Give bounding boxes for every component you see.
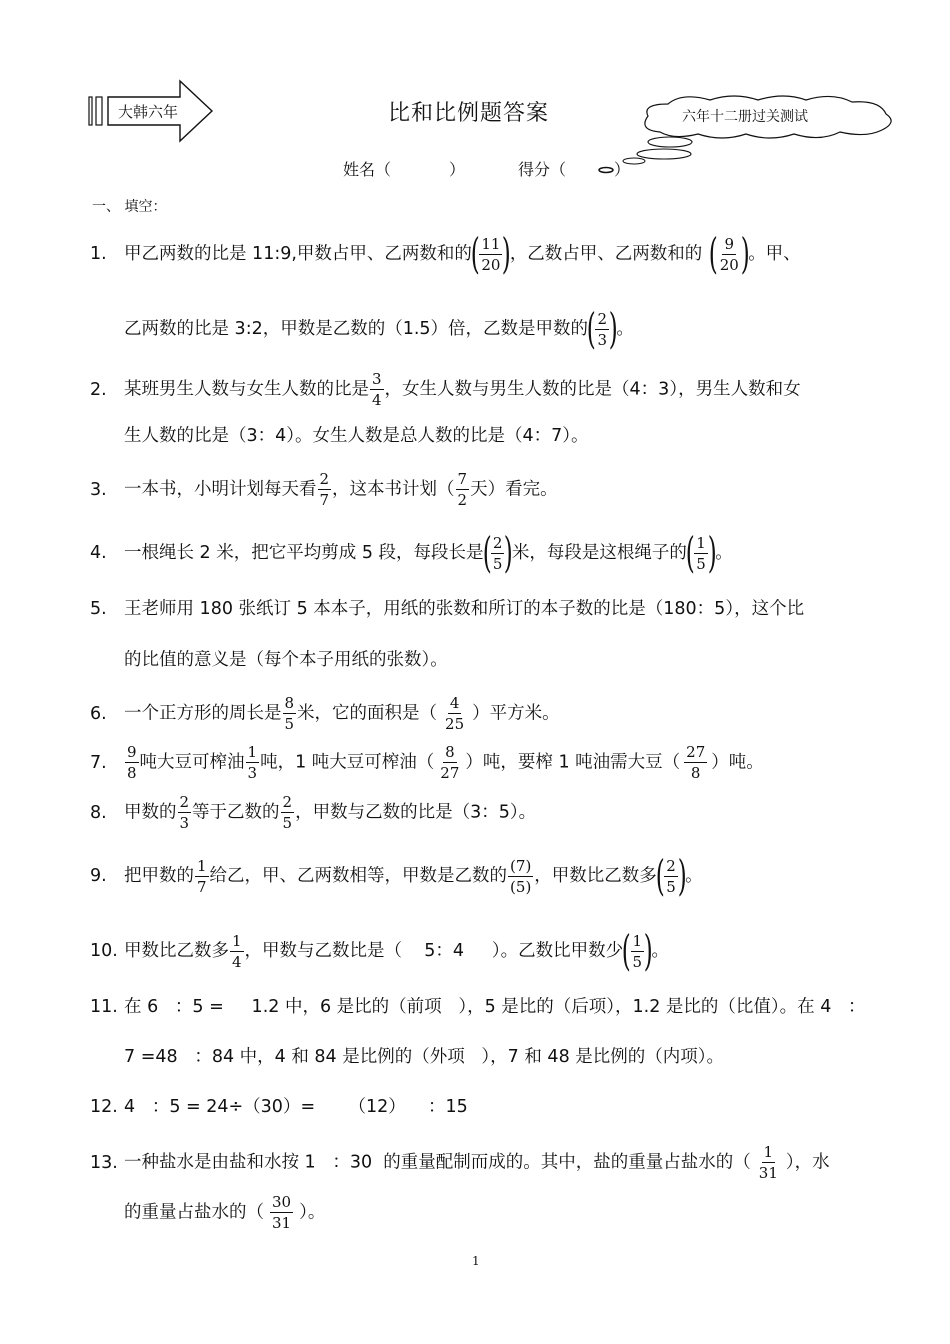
arrow-badge	[88, 79, 216, 143]
name-label: 姓名（	[343, 160, 392, 179]
name-field: 姓名（ ）	[343, 160, 466, 179]
score-scribble	[594, 156, 650, 176]
question-13-line2: 的重量占盐水的（ $\frac{30}{31}$ ）。	[124, 1193, 326, 1232]
question-11: 11. 在 6 ：5 = 1.2 中，6 是比的（前项 ），5 是比的（后项），1.2 是比的（比值）。在 4 ：	[90, 997, 866, 1017]
cloud-badge	[634, 92, 898, 164]
question-12: 12. 4 ：5 = 24÷（30）= （12） ：15	[90, 1097, 468, 1117]
page-title: 比和比例题答案	[388, 101, 550, 126]
arrow-label: 大韩六年	[118, 103, 179, 121]
page-number: 1	[472, 1254, 480, 1268]
question-3: 3. 一本书，小明计划每天看 $\frac{2}{7}$ ，这本书计划（ $\frac{7}{2}$ 天）看完。	[90, 470, 558, 509]
question-13: 13. 一种盐水是由盐和水按 1 ：30 的重量配制而成的。其中，盐的重量占盐水的（ $\frac{1}{31}$ ），水	[90, 1143, 830, 1182]
cloud-label: 六年十二册过关测试	[682, 109, 808, 125]
question-2-line2: 生人数的比是（3：4）。女生人数是总人数的比是（4：7）。	[124, 426, 589, 446]
question-10: 10. 甲数比乙数多 $\frac{1}{4}$ ，甲数与乙数比是（ 5：4 ）。乙数比甲数少 ( $\frac{1}{5}$ ) 。	[90, 926, 669, 975]
score-field: 得分（ ）	[518, 160, 631, 179]
question-8: 8. 甲数的 $\frac{2}{3}$ 等于乙数的 $\frac{2}{5}$ ，甲数与乙数的比是（3：5）。	[90, 793, 537, 832]
cloud-shape	[634, 92, 898, 164]
question-9: 9. 把甲数的 $\frac{1}{7}$ 给乙，甲、乙两数相等，甲数是乙数的 $\frac{(7)}{(5)}$ ，甲数比乙数多 ( $\frac{2}{5}$ ) 。	[90, 851, 703, 900]
score-label: 得分（	[518, 160, 567, 179]
question-4: 4. 一根绳长 2 米，把它平均剪成 5 段，每段长是 ( $\frac{2}{5}$ ) 米，每段是这根绳子的 ( $\frac{1}{5}$ ) 。	[90, 528, 733, 577]
question-11-line2: 7 =48 ：84 中，4 和 84 是比例的（外项 ），7 和 48 是比例的（内项）。	[124, 1047, 725, 1067]
question-2: 2. 某班男生人数与女生人数的比是 $\frac{3}{4}$ ，女生人数与男生人数的比是（4：3），男生人数和女	[90, 370, 801, 409]
question-5-line2: 的比值的意义是（每个本子用纸的张数）。	[124, 650, 448, 670]
question-7: 7. $\frac{9}{8}$ 吨大豆可榨油 $\frac{1}{3}$ 吨，1 吨大豆可榨油（ $\frac{8}{27}$ ）吨，要榨 1 吨油需大豆（ $\frac{27}{8}$ ）吨。	[90, 743, 764, 782]
question-1: 1. 甲乙两数的比是 11:9,甲数占甲、乙两数和的 ( $\frac{11}{20}$ ) ，乙数占甲、乙两数和的 ( $\frac{9}{20}$ ) 。甲、	[90, 229, 801, 278]
question-5: 5. 王老师用 180 张纸订 5 本本子，用纸的张数和所订的本子数的比是（180：5），这个比	[90, 599, 805, 619]
section-title: 一、 填空：	[92, 199, 167, 215]
question-1-line2: 乙两数的比是 3:2，甲数是乙数的（1.5）倍，乙数是甲数的 ( $\frac{2}{3}$ ) 。	[124, 304, 634, 353]
question-6: 6. 一个正方形的周长是 $\frac{8}{5}$ 米，它的面积是（ $\frac{4}{25}$ ）平方米。	[90, 694, 560, 733]
